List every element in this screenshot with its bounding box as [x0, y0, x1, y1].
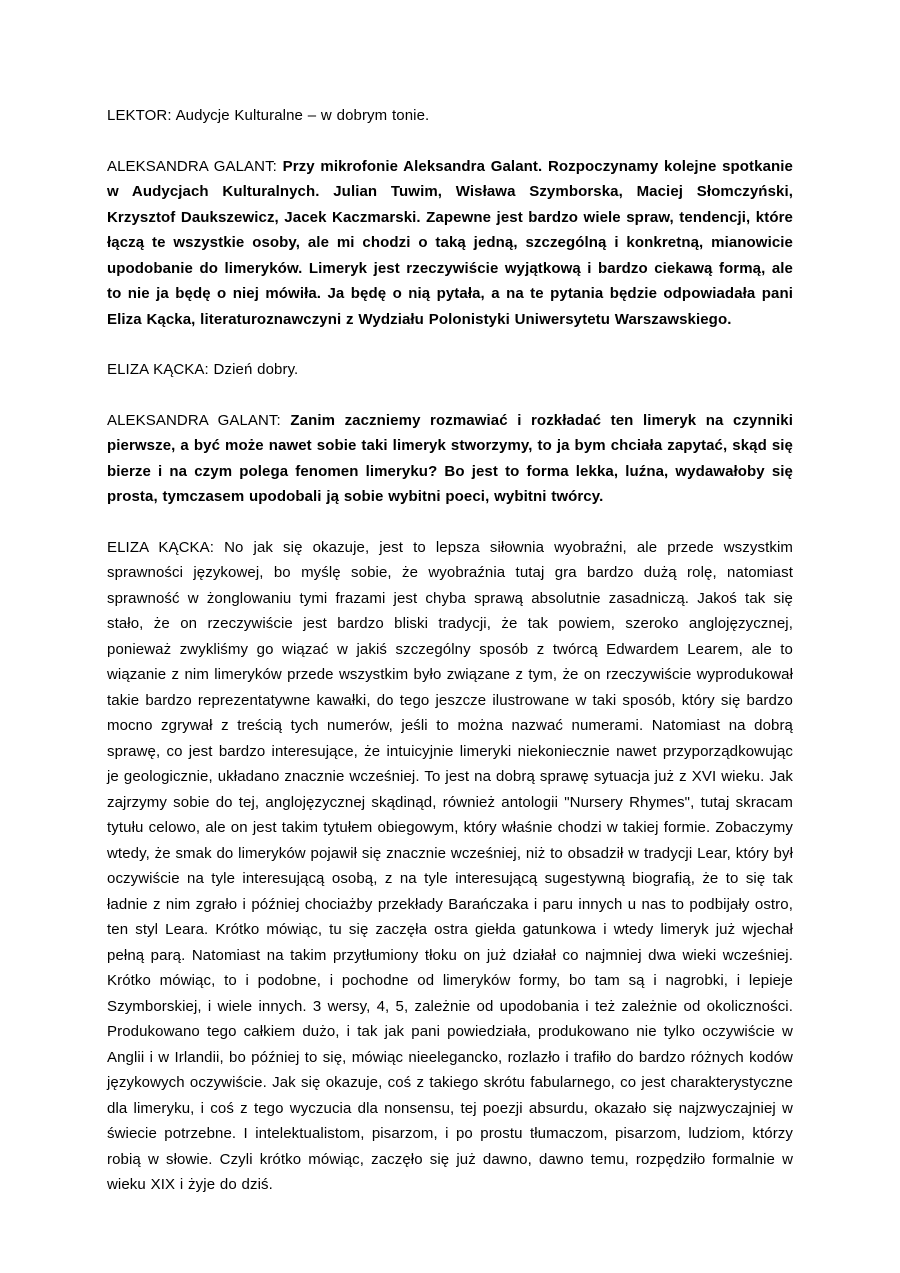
dialogue-paragraph: [107, 535, 793, 1198]
dialogue-paragraph: [107, 408, 793, 510]
dialogue-paragraph: [107, 103, 793, 129]
dialogue-paragraph: [107, 154, 793, 333]
speech-text: Audycje Kulturalne – w dobrym tonie.: [175, 107, 430, 124]
speaker-label: ALEKSANDRA GALANT:: [107, 157, 277, 175]
speech-text: Zanim zaczniemy rozmawiać i rozkładać ten limeryk na czynniki pierwsze, a być może nawet sobie taki limeryk stworzymy, to ja bym chciała zapytać, skąd się bierze i na czym polega fenomen limeryku? Bo jest to forma lekka, luźna, wydawałoby się prosta, tymczasem upodobali ją sobie wybitni poeci, wybitni twórcy.: [107, 411, 793, 505]
speaker-label: ELIZA KĄCKA:: [107, 361, 209, 378]
speech-text: Przy mikrofonie Aleksandra Galant. Rozpoczynamy kolejne spotkanie w Audycjach Kulturalnych. Julian Tuwim, Wisława Szymborska, Maciej Słomczyński, Krzysztof Daukszewicz, Jacek Kaczmarski. Zapewne jest bardzo wiele spraw, tendencji, które łączą te wszystkie osoby, ale mi chodzi o taką jedną, szczególną i konkretną, mianowicie upodobanie do limeryków. Limeryk jest rzeczywiście wyjątkową i bardzo ciekawą formą, ale to nie ja będę o niej mówiła. Ja będę o nią pytała, a na te pytania będzie odpowiadała pani Eliza Kącka, literaturoznawczyni z Wydziału Polonistyki Uniwersytetu Warszawskiego.: [107, 157, 793, 328]
speech-text: No jak się okazuje, jest to lepsza siłownia wyobraźni, ale przede wszystkim sprawności językowej, bo myślę sobie, że wyobraźnia tutaj gra bardzo dużą rolę, natomiast sprawność w żonglowaniu tymi frazami jest chyba sprawą absolutnie zasadniczą. Jakoś tak się stało, że on rzeczywiście jest bardzo bliski tradycji, że tak powiem, szeroko anglojęzycznej, ponieważ zwykliśmy go wiązać w jakiś szczególny sposób z twórcą Edwardem Learem, ale to wiązanie z nim limeryków przede wszystkim było związane z tym, że on rzeczywiście wyprodukował takie bardzo reprezentatywne kawałki, do tego jeszcze ilustrowane w taki sposób, który się bardzo mocno zgrywał z treścią tych numerów, jeśli to można nazwać numerami. Natomiast na dobrą sprawę, co jest bardzo interesujące, że intuicyjnie limeryki niekoniecznie nawet przyporządkowując je geologicznie, układano znacznie wcześniej. To jest na dobrą sprawę sytuacja już z XVI wieku. Jak zajrzymy sobie do tej, anglojęzycznej skądinąd, również antologii "Nursery Rhymes", tutaj skracam tytułu celowo, ale on jest takim tytułem obiegowym, który właśnie chodzi w takiej formie. Zobaczymy wtedy, że smak do limeryków pojawił się znacznie wcześniej, niż to obsadził w tradycji Lear, który był oczywiście na tyle interesującą osobą, z na tyle interesującą sugestywną biografią, że to się tak ładnie z nim zgrało i później chociażby przekłady Barańczaka i paru innych u nas to podbijały ostro, ten styl Leara. Krótko mówiąc, tu się zaczęła ostra giełda gatunkowa i wtedy limeryk już wjechał pełną parą. Natomiast na takim przytłumiony tłoku on już działał co najmniej dwa wieki wcześniej. Krótko mówiąc, to i podobne, i pochodne od limeryków formy, bo tam są i nagrobki, i lepieje Szymborskiej, i wiele innych. 3 wersy, 4, 5, zależnie od upodobania i też zależnie od okoliczności. Produkowano tego całkiem dużo, i tak jak pani powiedziała, produkowano nie tylko oczywiście w Anglii i w Irlandii, bo później to się, mówiąc nieelegancko, rozlazło i trafiło do bardzo różnych kodów językowych oczywiście. Jak się okazuje, coś z takiego skrótu fabularnego, co jest charakterystyczne dla limeryku, i coś z tego wyczucia dla nonsensu, tej poezji absurdu, okazało się najzwyczajniej w świecie potrzebne. I intelektualistom, pisarzom, i po prostu tłumaczom, pisarzom, ludziom, którzy robią w słowie. Czyli krótko mówiąc, zaczęło się już dawno, dawno temu, rozpędziło formalnie w wieku XIX i żyje do dziś.: [107, 538, 793, 1193]
dialogue-paragraph: [107, 357, 793, 383]
transcript-body: [107, 103, 793, 1223]
speaker-label: ALEKSANDRA GALANT:: [107, 411, 281, 429]
speaker-label: LEKTOR:: [107, 107, 172, 124]
speaker-label: ELIZA KĄCKA:: [107, 538, 215, 556]
speech-text: Dzień dobry.: [213, 361, 299, 378]
